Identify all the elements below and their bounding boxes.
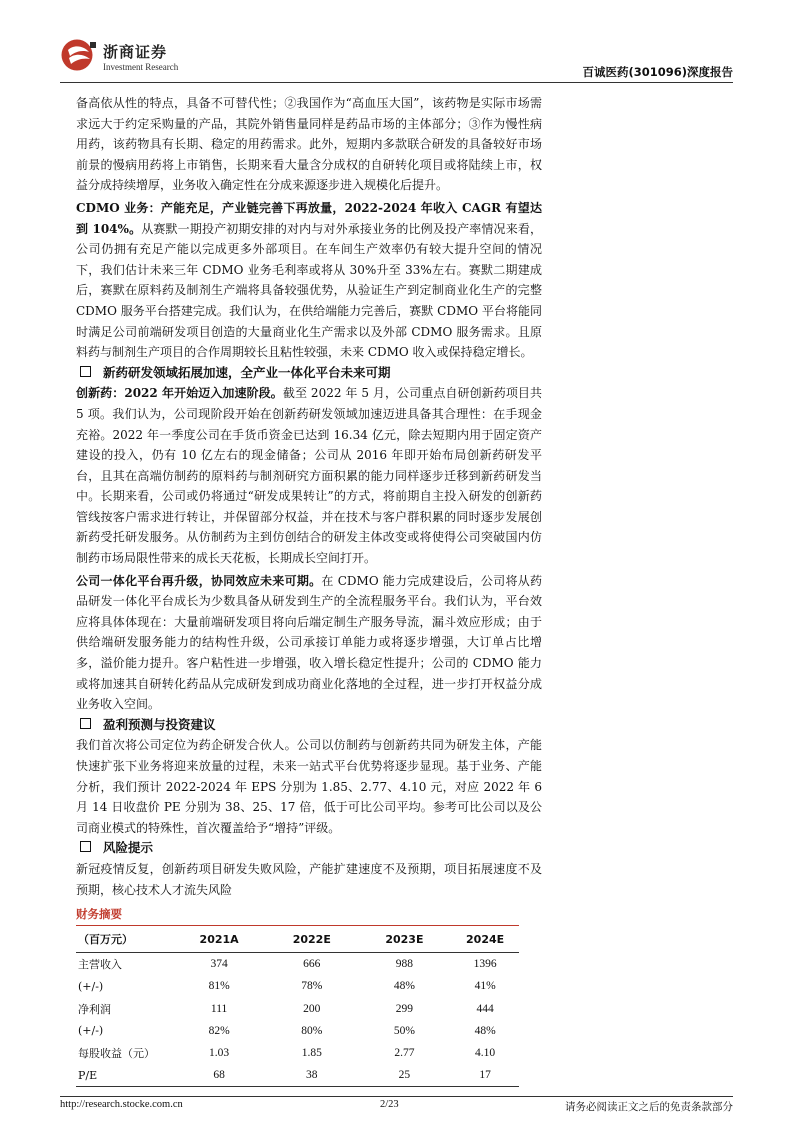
table-cell: 81%	[208, 980, 230, 993]
checkbox-bullet-icon	[80, 366, 91, 377]
section-heading-forecast: 盈利预测与投资建议	[76, 715, 542, 736]
table-cell: 17	[451, 1064, 519, 1087]
paragraph-policy-advantages: 备高依从性的特点，具备不可替代性；②我国作为“高血压大国”，该药物是实际市场需求远大于约定采购量的产品，其院外销售量同样是药品市场的主体部分；③作为慢性病用药，该药物具有长期、稳定的用药需求。此外，短期内多款联合研发的具备较好市场前景的慢病用药将上市销售，长期来看大量含分成权的自研转化项目或将陆续上市，权益分成持续增厚，业务收入确定性在分成来源逐步进入规模化后提升。	[76, 96, 542, 193]
table-cell: 38	[266, 1064, 358, 1087]
paragraph-innovative-drug	[76, 383, 542, 568]
paragraph-risk: 新冠疫情反复，创新药项目研发失败风险，产能扩建速度不及预期，项目拓展速度不及预期，核心技术人才流失风险	[76, 861, 542, 897]
header-divider	[60, 82, 733, 83]
table-cell: 80%	[301, 1024, 323, 1037]
table-cell: 4.10	[475, 1047, 496, 1059]
header-cell: 2022E	[266, 926, 358, 953]
zheshang-logo-icon	[60, 38, 98, 72]
platform-text: 在 CDMO 能力完成建设后，公司将从药品研发一体化平台成长为少数具备从研发到生产的全流程服务平台。我们认为，平台效应将具体体现在：大量前端研发项目将向后端定制生产服务导流，漏斗效应形成；由于供给端研发服务能力的结构性升级，公司承接订单能力或将逐步增强，大订单占比增多，溢价能力提升。客户粘性进一步增强，收入增长稳定性提升；公司的 CDMO 能力或将加速其自研转化药品从完成研发到成功商业化落地的全过程，进一步打开权益分成业务收入空间。	[76, 573, 542, 712]
checkbox-bullet-icon	[80, 841, 91, 852]
table-cell: 2.77	[394, 1047, 415, 1059]
table-cell: 444	[476, 1002, 494, 1015]
header-cell: 2021A	[172, 926, 266, 953]
footer-disclaimer: 请务必阅读正文之后的免责条款部分	[565, 1101, 733, 1113]
section-heading-new-drug: 新药研发领域拓展加速，全产业一体化平台未来可期	[76, 363, 542, 384]
table-cell: 299	[395, 1002, 414, 1015]
table-cell: 25	[358, 1064, 452, 1087]
header-cell: 2024E	[451, 926, 519, 953]
row-label: (+/-)	[78, 979, 104, 993]
report-body	[76, 93, 542, 1087]
row-label: 每股收益（元）	[78, 1047, 155, 1060]
table-cell: 82%	[208, 1024, 230, 1037]
table-cell: 50%	[393, 1024, 415, 1037]
row-label: (+/-)	[78, 1024, 104, 1038]
section-heading-risk: 风险提示	[76, 838, 542, 859]
cdmo-lead: CDMO 业务：产能充足，产业链完善下再放量，2022-2024 年收入 CAGR 有望达到 104%。	[76, 200, 542, 236]
paragraph-cdmo	[76, 198, 542, 363]
table-header-row	[76, 926, 519, 953]
table-row	[76, 953, 519, 976]
row-label: 净利润	[78, 1002, 111, 1016]
table-row	[76, 1020, 519, 1042]
paragraph-platform	[76, 571, 542, 715]
logo-chinese-name: 浙商证券	[103, 43, 168, 61]
row-label: 主营收入	[78, 958, 122, 972]
table-cell: 666	[303, 958, 321, 971]
table-cell: 1.85	[301, 1047, 322, 1059]
table-cell: 48%	[474, 1024, 496, 1037]
table-cell: 374	[210, 958, 228, 971]
table-row	[76, 1064, 519, 1087]
table-cell: 68	[172, 1064, 266, 1087]
innovative-lead: 创新药：2022 年开始迈入加速阶段。	[76, 386, 283, 401]
table-cell: 988	[395, 958, 414, 971]
cdmo-text: 从赛默一期投产初期安排的对内与对外承接业务的比例及投产率情况来看，公司仍拥有充足产能以完成更多外部项目。在车间生产效率仍有较大提升空间的情况下，我们估计未来三年 CDMO 业务毛利率或将从 30%升至 33%左右。赛默二期建成后，赛默在原料药及制剂生产端将具备较强优势，从验证生产到定制商业化生产的完整 CDMO 服务平台搭建完成。我们认为，在供给端能力完善后，赛默 CDMO 平台将能同时满足公司前端研发项目创造的大量商业化生产需求以及外部 CDMO 服务需求。且原料药与制剂生产项目的合作周期较长且粘性较强，未来 CDMO 收入或保持稳定增长。	[76, 221, 542, 360]
table-cell: 200	[303, 1002, 321, 1015]
financial-summary-table	[76, 926, 519, 1087]
footer-divider	[60, 1096, 733, 1097]
table-cell: 78%	[301, 980, 323, 993]
innovative-text: 截至 2022 年 5 月，公司重点自研创新药项目共 5 项。我们认为，公司现阶段开始在创新药研发领域加速迈进具备其合理性：在手现金充裕。2022 年一季度公司在手货币资金已达到 16.34 亿元，除去短期内用于固定资产建设的投入，仍有 10 亿左右的现金储备；公司从 2016 年即开始布局创新药研发平台，且其在高端仿制药的原料药与制剂研究方面积累的能力同样逐步迁移到新药研发当中。长期来看，公司或仍将通过“研发成果转让”的方式，将前期自主投入研发的创新药管线按客户需求进行转让，并保留部分权益，并在技术与客户群积累的同时逐步发展创新药受托研发服务。从仿制药为主到仿创结合的研发主体改变或将使得公司突破国内仿制药市场局限性带来的成长天花板，长期成长空间打开。	[76, 386, 542, 566]
logo-english-name: Investment Research	[103, 62, 179, 72]
checkbox-bullet-icon	[80, 718, 91, 729]
table-row	[76, 1042, 519, 1064]
table-row	[76, 998, 519, 1020]
platform-lead: 公司一体化平台再升级，协同效应未来可期。	[76, 573, 322, 588]
page-header	[0, 0, 793, 90]
paragraph-forecast: 我们首次将公司定位为药企研发合伙人。公司以仿制药与创新药共同为研发主体，产能快速扩张下业务将迎来放量的过程，未来一站式平台优势将逐步显现。基于业务、产能分析，我们预计 2022-2024 年 EPS 分别为 1.85、2.77、4.10 元，对应 2022 年 6 月 14 日收盘价 PE 分别为 38、25、17 倍，低于可比公司平均。参考可比公司以及公司商业模式的特殊性，首次覆盖给予“增持”评级。	[76, 738, 542, 835]
report-title: 百诚医药(301096)深度报告	[582, 65, 733, 79]
table-cell: 41%	[474, 980, 496, 993]
table-cell: 1396	[473, 958, 497, 971]
table-cell: 111	[210, 1002, 228, 1015]
header-cell: （百万元）	[76, 926, 172, 953]
financial-summary-title: 财务摘要	[76, 907, 122, 922]
table-cell: 1.03	[209, 1047, 230, 1059]
footer-url: http://research.stocke.com.cn	[60, 1099, 183, 1110]
header-cell: 2023E	[358, 926, 452, 953]
page-number: 2/23	[380, 1099, 399, 1110]
row-label: P/E	[76, 1064, 172, 1087]
table-cell: 48%	[393, 980, 415, 993]
table-row	[76, 975, 519, 997]
